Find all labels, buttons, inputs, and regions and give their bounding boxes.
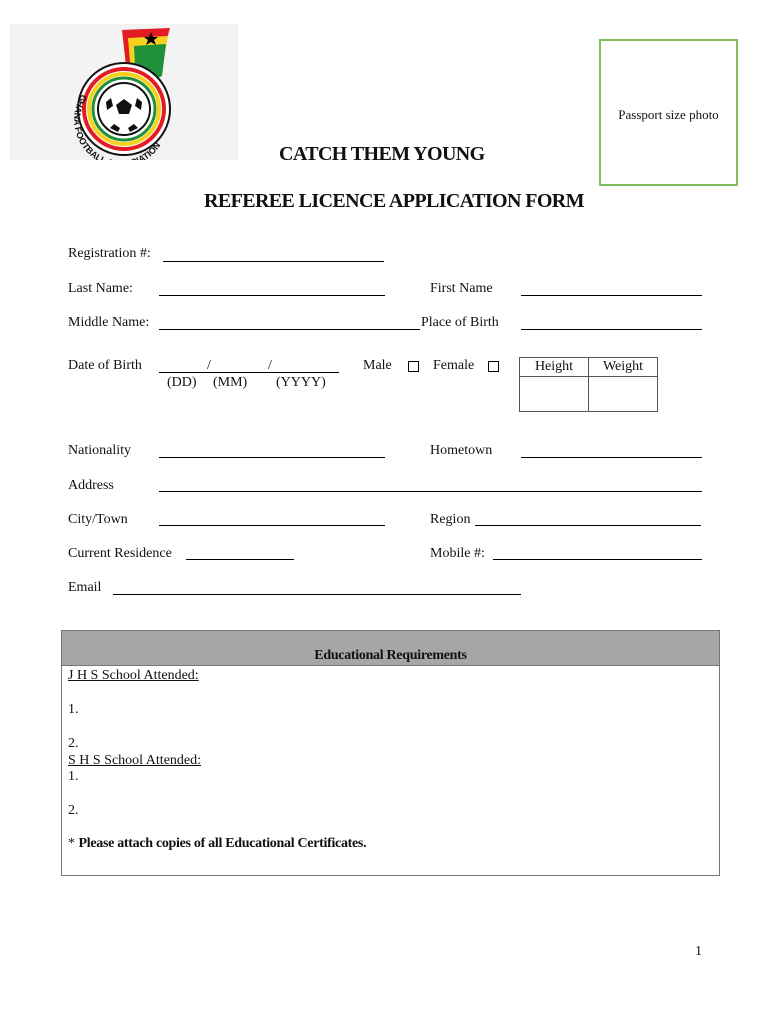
form-subtitle: REFEREE LICENCE APPLICATION FORM: [204, 190, 584, 212]
shs-item-1[interactable]: 1.: [68, 769, 79, 784]
dob-day-hint: (DD): [167, 375, 197, 390]
female-checkbox[interactable]: [488, 361, 499, 372]
current-residence-label: Current Residence: [68, 546, 172, 561]
passport-photo-box[interactable]: [599, 39, 738, 186]
certificates-note: [68, 836, 366, 852]
page-number: 1: [695, 944, 702, 959]
email-label: Email: [68, 580, 102, 595]
passport-photo-label: Passport size photo: [618, 107, 719, 122]
gfa-crest-icon: [10, 24, 238, 160]
female-label: Female: [433, 358, 475, 373]
last-name-field[interactable]: [159, 295, 385, 296]
place-of-birth-label: Place of Birth: [421, 315, 499, 330]
height-weight-table: [519, 357, 658, 412]
shs-label: S H S School Attended:: [68, 753, 202, 768]
male-label: Male: [363, 358, 392, 373]
educational-requirements-header: [62, 631, 719, 666]
email-field[interactable]: [113, 594, 521, 595]
first-name-label: First Name: [430, 281, 493, 296]
weight-header: Weight: [589, 358, 658, 377]
hometown-field[interactable]: [521, 457, 702, 458]
educational-requirements-title: Educational Requirements: [314, 648, 467, 663]
male-checkbox[interactable]: [408, 361, 419, 372]
shs-item-2[interactable]: 2.: [68, 803, 79, 818]
address-label: Address: [68, 478, 114, 493]
last-name-label: Last Name:: [68, 281, 133, 296]
region-label: Region: [430, 512, 471, 527]
jhs-label: J H S School Attended:: [68, 668, 199, 683]
middle-name-field[interactable]: [159, 329, 420, 330]
dob-year-hint: (YYYY): [276, 375, 326, 390]
city-town-label: City/Town: [68, 512, 128, 527]
middle-name-label: Middle Name:: [68, 315, 150, 330]
mobile-label: Mobile #:: [430, 546, 485, 561]
jhs-item-2[interactable]: 2.: [68, 736, 79, 751]
height-field[interactable]: [520, 377, 589, 412]
hometown-label: Hometown: [430, 443, 493, 458]
form-title: CATCH THEM YOUNG: [279, 143, 485, 165]
address-field[interactable]: [159, 491, 702, 492]
note-asterisk: *: [68, 836, 75, 851]
logo-text: GHANA FOOTBAL ATION: [72, 92, 163, 160]
mobile-field[interactable]: [493, 559, 702, 560]
region-field[interactable]: [475, 525, 701, 526]
nationality-field[interactable]: [159, 457, 385, 458]
note-text: Please attach copies of all Educational Certificates.: [78, 836, 367, 851]
height-header: Height: [520, 358, 589, 377]
dob-separator-2: /: [268, 358, 272, 373]
registration-label: Registration #:: [68, 246, 151, 261]
dob-month-hint: (MM): [213, 375, 248, 390]
nationality-label: Nationality: [68, 443, 131, 458]
city-town-field[interactable]: [159, 525, 385, 526]
weight-field[interactable]: [589, 377, 658, 412]
place-of-birth-field[interactable]: [521, 329, 702, 330]
current-residence-field[interactable]: [186, 559, 294, 560]
gfa-logo: [10, 24, 238, 160]
date-of-birth-field[interactable]: [159, 372, 339, 373]
first-name-field[interactable]: [521, 295, 702, 296]
registration-field[interactable]: [163, 261, 384, 262]
date-of-birth-label: Date of Birth: [68, 358, 142, 373]
dob-separator-1: /: [207, 358, 211, 373]
jhs-item-1[interactable]: 1.: [68, 702, 79, 717]
